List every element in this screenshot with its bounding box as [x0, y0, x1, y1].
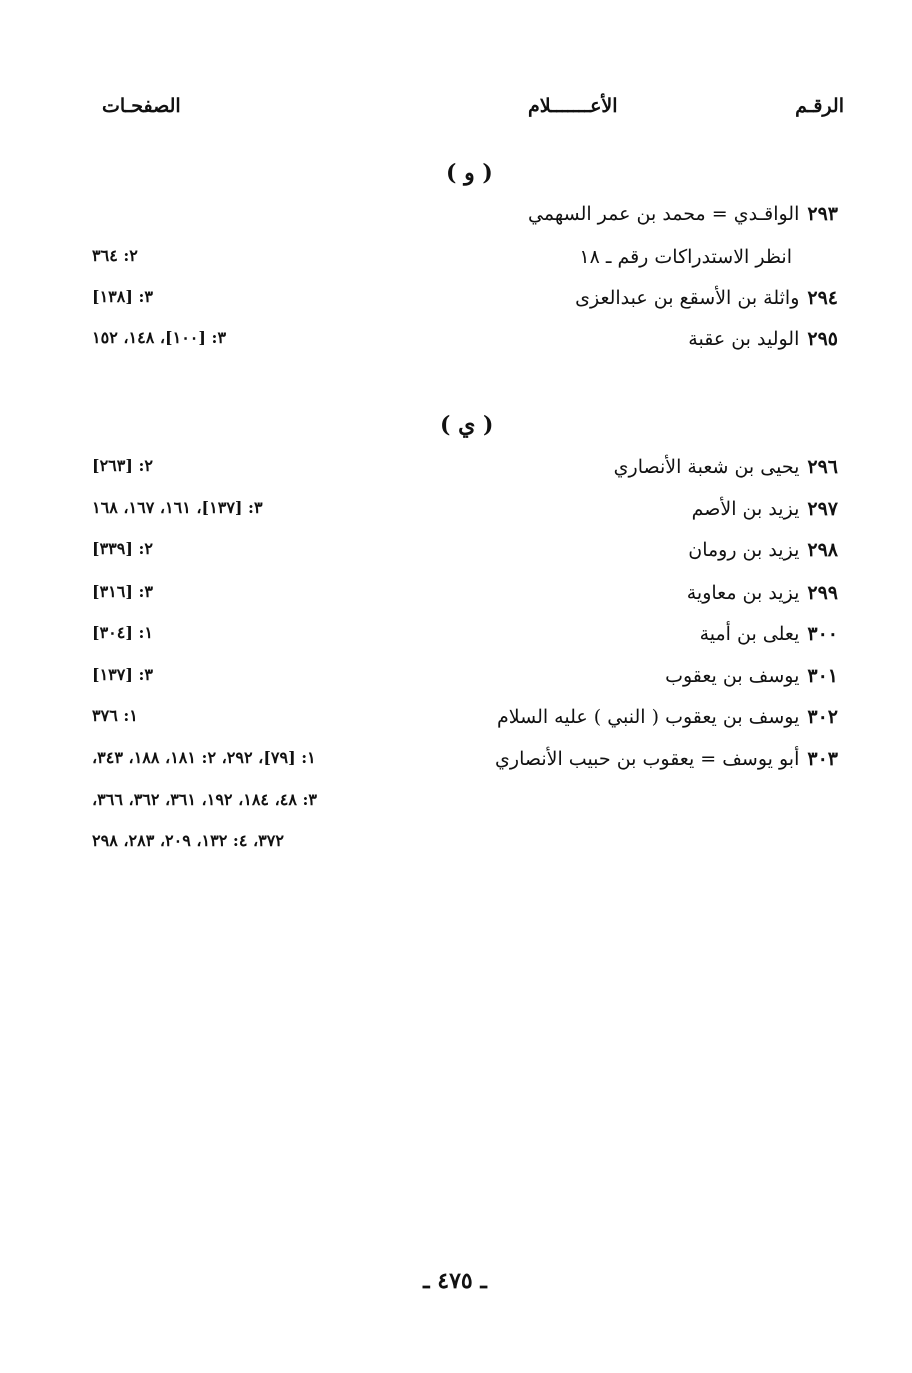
entry-name: أبو يوسف = يعقوب بن حبيب الأنصاري [495, 748, 800, 770]
entry-number: ٢٩٥ [807, 328, 838, 350]
entry-name: يزيد بن معاوية [686, 582, 800, 604]
index-entry [528, 203, 838, 225]
entry-name: يزيد بن الأصم [691, 498, 800, 520]
entry-pages: ٣: [١٣٨] [92, 287, 153, 306]
entry-number: ٢٩٨ [807, 539, 838, 561]
index-entry [692, 498, 838, 520]
entry-pages: ٣: [١٠٠]، ١٤٨، ١٥٢ [92, 328, 227, 347]
entry-number: ٣٠٠ [807, 623, 838, 645]
entry-number: ٣٠٣ [807, 748, 838, 770]
entry-number: ٢٩٩ [807, 582, 838, 604]
entry-number: ٣٠١ [807, 665, 838, 687]
index-entry [688, 539, 838, 561]
page-number: ـ ٤٧٥ ـ [423, 1268, 487, 1294]
entry-pages: ٢: [٣٣٩] [92, 539, 153, 558]
index-entry [575, 287, 838, 309]
entry-name: يحيى بن شعبة الأنصاري [613, 456, 800, 478]
section-heading-waw: ( و ) [446, 160, 493, 186]
entry-pages: ١: ٣٧٦ [92, 706, 138, 725]
entry-name: واثلة بن الأسقع بن عبدالعزى [575, 287, 800, 309]
entry-name: يوسف بن يعقوب [665, 665, 800, 687]
index-entry [614, 456, 838, 478]
index-entry [665, 665, 838, 687]
index-entry [688, 328, 838, 350]
entry-pages: ١: [٧٩]، ٢٩٢، ٢: ١٨١، ١٨٨، ٣٤٣، [92, 748, 316, 767]
entry-name: يزيد بن رومان [688, 539, 800, 561]
entry-pages: ٢: ٣٦٤ [92, 246, 138, 265]
entry-pages: ٢: [٢٦٣] [92, 456, 153, 475]
index-entry [700, 623, 838, 645]
entry-number: ٣٠٢ [807, 706, 838, 728]
entry-name: يعلى بن أمية [699, 623, 800, 645]
index-entry [495, 748, 838, 770]
entry-name: الوليد بن عقبة [688, 328, 800, 350]
entry-pages-continuation: ٣٧٢، ٤: ١٣٢، ٢٠٩، ٢٨٣، ٢٩٨ [92, 831, 284, 850]
index-entry [687, 582, 838, 604]
entry-number: ٢٩٦ [807, 456, 838, 478]
entry-name: الواقـدي = محمد بن عمر السهمي [528, 203, 800, 225]
index-entry [579, 246, 792, 268]
header-names-label: الأعـــــــلام [528, 95, 618, 117]
entry-pages: ٣: [١٣٧] [92, 665, 153, 684]
entry-name: يوسف بن يعقوب ( النبي ) عليه السلام [497, 706, 800, 728]
entry-number: ٢٩٤ [807, 287, 838, 309]
entry-name: انظر الاستدراكات رقم ـ ١٨ [579, 246, 792, 268]
header-number-label: الرقـم [795, 95, 844, 117]
entry-number: ٢٩٧ [807, 498, 838, 520]
entry-pages: ١: [٣٠٤] [92, 623, 153, 642]
entry-number: ٢٩٣ [807, 203, 838, 225]
section-heading-ya: ( ي ) [440, 412, 494, 438]
entry-pages-continuation: ٣: ٤٨، ١٨٤، ١٩٢، ٣٦١، ٣٦٢، ٣٦٦، [92, 790, 318, 809]
index-entry [497, 706, 838, 728]
entry-pages: ٣: [١٣٧]، ١٦١، ١٦٧، ١٦٨ [92, 498, 263, 517]
header-pages-label: الصفحـات [102, 95, 181, 117]
entry-pages: ٣: [٣١٦] [92, 582, 153, 601]
